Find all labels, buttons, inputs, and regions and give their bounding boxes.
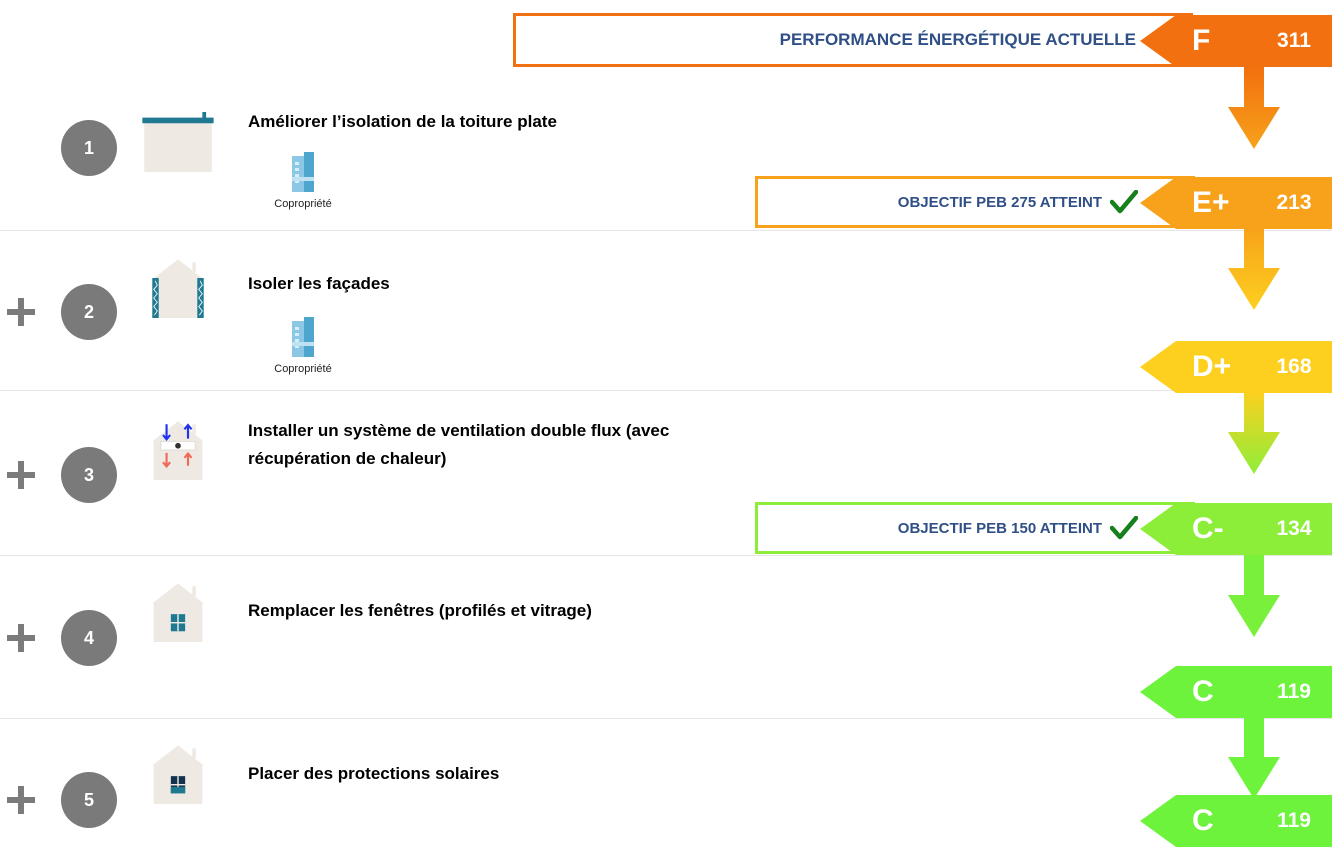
current-performance-label: PERFORMANCE ÉNERGÉTIQUE ACTUELLE: [779, 30, 1136, 49]
divider: [0, 718, 1332, 719]
class-letter: C: [1192, 804, 1214, 837]
step-number-3: 3: [61, 447, 117, 503]
class-value: 213: [1276, 191, 1312, 214]
step-title-3-line-2: récupération de chaleur): [248, 449, 447, 468]
step-title-1: Améliorer l’isolation de la toiture plate: [248, 112, 557, 131]
step-title-4: Remplacer les fenêtres (profilés et vitrage): [248, 601, 592, 620]
building-icon: [290, 152, 316, 192]
step-title-3-line-1: Installer un système de ventilation double flux (avec: [248, 421, 670, 440]
class-badge-step-4: [1140, 666, 1332, 718]
step-number-2: 2: [61, 284, 117, 340]
class-letter: E+: [1192, 186, 1230, 219]
plus-icon: [7, 298, 35, 326]
down-arrow-icon: [1228, 67, 1280, 149]
step-number-4: 4: [61, 610, 117, 666]
class-letter: C-: [1192, 512, 1224, 545]
objective-label: OBJECTIF PEB 275 ATTEINT: [897, 193, 1102, 211]
class-badge-step-2: [1140, 341, 1332, 393]
building-icon: [290, 317, 316, 357]
class-badge-current: [1140, 15, 1332, 67]
class-value: 119: [1277, 680, 1311, 703]
class-value: 134: [1276, 517, 1312, 540]
class-badge-step-1: [1140, 177, 1332, 229]
window-icon: [140, 582, 216, 642]
down-arrow-icon: [1228, 555, 1280, 637]
step-number-1: 1: [61, 120, 117, 176]
class-badge-step-5: [1140, 795, 1332, 847]
objective-box-150: [755, 502, 1195, 554]
down-arrow-icon: [1228, 228, 1280, 310]
copropriete-label: Copropriété: [274, 363, 332, 375]
down-arrow-icon: [1228, 717, 1280, 799]
class-letter: C: [1192, 675, 1214, 708]
divider: [0, 390, 1332, 391]
class-letter: D+: [1192, 350, 1232, 383]
step-number-5: 5: [61, 772, 117, 828]
objective-box-275: [755, 176, 1195, 228]
plus-icon: [7, 786, 35, 814]
copropriete-tag: [262, 152, 344, 210]
step-title-2: Isoler les façades: [248, 274, 390, 293]
class-letter: F: [1192, 24, 1211, 57]
step-title-5: Placer des protections solaires: [248, 764, 500, 783]
checkmark-icon: [1110, 516, 1138, 540]
copropriete-label: Copropriété: [274, 198, 332, 210]
plus-icon: [7, 624, 35, 652]
objective-label: OBJECTIF PEB 150 ATTEINT: [897, 519, 1102, 537]
class-value: 168: [1276, 355, 1312, 378]
divider: [0, 230, 1332, 231]
class-value: 119: [1277, 809, 1311, 832]
checkmark-icon: [1110, 190, 1138, 214]
current-performance-box: [513, 13, 1193, 67]
plus-icon: [7, 461, 35, 489]
step-title-3: [248, 417, 808, 473]
copropriete-tag: [262, 317, 344, 375]
down-arrow-icon: [1228, 392, 1280, 474]
ventilation-icon: [140, 420, 216, 480]
flat-roof-icon: [140, 112, 216, 172]
solar-shading-icon: [140, 744, 216, 804]
facade-insulation-icon: [140, 258, 216, 318]
class-value: 311: [1277, 29, 1311, 52]
class-badge-step-3: [1140, 503, 1332, 555]
divider: [0, 555, 1332, 556]
